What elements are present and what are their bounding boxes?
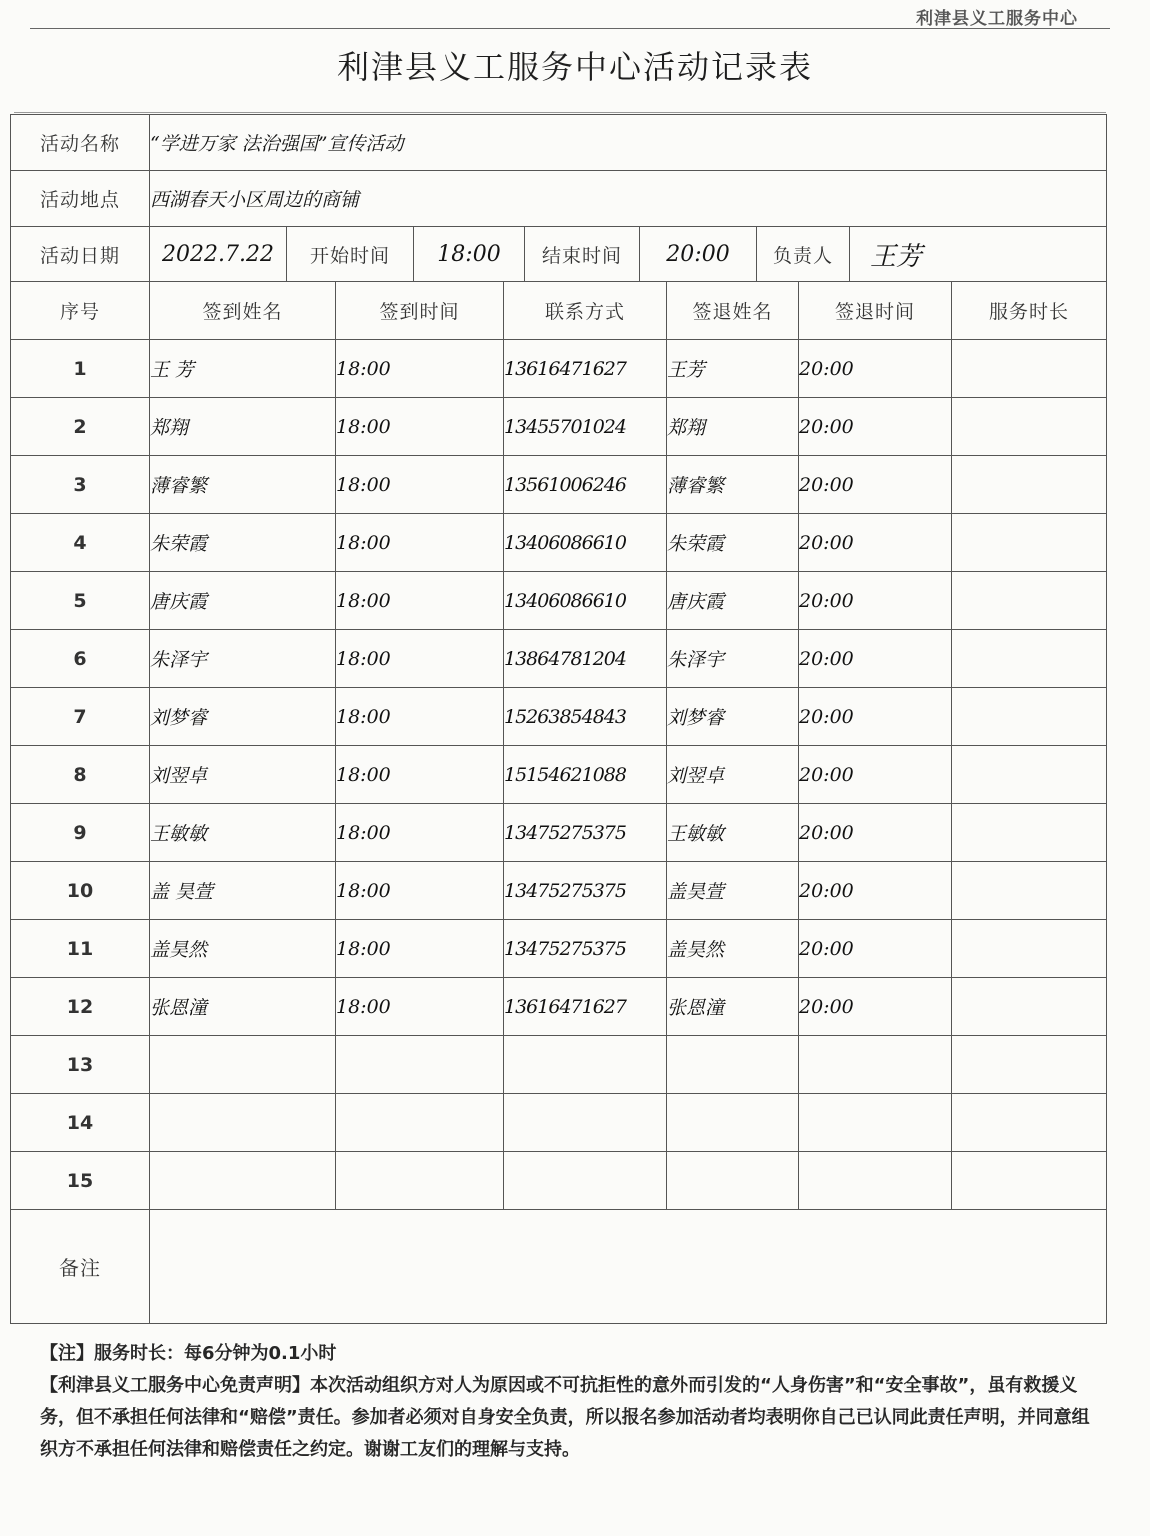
contact-phone: 13616471627	[504, 978, 667, 1036]
signin-time: 18:00	[336, 398, 504, 456]
signin-name: 薄睿繁	[150, 456, 336, 514]
activity-name-row	[11, 115, 1107, 171]
table-row	[11, 514, 1107, 572]
service-duration	[952, 630, 1107, 688]
activity-place-value: 西湖春天小区周边的商铺	[150, 171, 1107, 227]
signout-time	[799, 1036, 952, 1094]
contact-phone: 13406086610	[504, 514, 667, 572]
contact-phone: 13561006246	[504, 456, 667, 514]
signin-name	[150, 1036, 336, 1094]
signin-time	[336, 1036, 504, 1094]
table-row	[11, 804, 1107, 862]
signout-name: 朱泽宇	[667, 630, 799, 688]
table-row	[11, 920, 1107, 978]
signout-name: 张恩潼	[667, 978, 799, 1036]
signout-name	[667, 1036, 799, 1094]
signin-name: 盖昊然	[150, 920, 336, 978]
signin-time: 18:00	[336, 630, 504, 688]
start-time-label: 开始时间	[287, 227, 414, 281]
owner-label: 负责人	[757, 227, 850, 281]
row-number: 13	[11, 1036, 150, 1094]
signout-name: 郑翔	[667, 398, 799, 456]
signin-time: 18:00	[336, 920, 504, 978]
signout-time: 20:00	[799, 688, 952, 746]
row-number: 1	[11, 340, 150, 398]
signin-name: 郑翔	[150, 398, 336, 456]
volunteer-rows	[11, 340, 1107, 1210]
col-header-signout-name: 签退姓名	[667, 282, 799, 340]
contact-phone: 13475275375	[504, 920, 667, 978]
row-number: 4	[11, 514, 150, 572]
activity-name-value: “学进万家 法治强国”宣传活动	[150, 115, 1107, 171]
remarks-value	[150, 1210, 1107, 1324]
service-duration	[952, 1036, 1107, 1094]
signout-name	[667, 1152, 799, 1210]
signin-name: 盖 昊萱	[150, 862, 336, 920]
footnotes	[40, 1338, 1090, 1466]
signin-time: 18:00	[336, 688, 504, 746]
signout-name: 朱荣霞	[667, 514, 799, 572]
signout-time: 20:00	[799, 862, 952, 920]
column-header-row	[11, 282, 1107, 340]
title-divider	[14, 112, 1106, 113]
signin-name: 刘翌卓	[150, 746, 336, 804]
contact-phone: 13406086610	[504, 572, 667, 630]
signout-time: 20:00	[799, 514, 952, 572]
signout-time: 20:00	[799, 978, 952, 1036]
service-duration	[952, 862, 1107, 920]
signin-name: 朱泽宇	[150, 630, 336, 688]
signin-time	[336, 1152, 504, 1210]
signin-time: 18:00	[336, 804, 504, 862]
service-duration	[952, 456, 1107, 514]
table-row	[11, 978, 1107, 1036]
start-time-value: 18:00	[414, 227, 525, 281]
signin-name: 张恩潼	[150, 978, 336, 1036]
row-number: 8	[11, 746, 150, 804]
note-service-duration: 【注】服务时长：每6分钟为0.1小时	[40, 1343, 337, 1364]
signout-name: 盖昊然	[667, 920, 799, 978]
service-duration	[952, 514, 1107, 572]
table-row	[11, 630, 1107, 688]
signin-time: 18:00	[336, 340, 504, 398]
table-row	[11, 688, 1107, 746]
signout-time: 20:00	[799, 572, 952, 630]
remarks-row	[11, 1210, 1107, 1324]
col-header-signout-time: 签退时间	[799, 282, 952, 340]
signin-name: 唐庆霞	[150, 572, 336, 630]
signin-time: 18:00	[336, 514, 504, 572]
signout-time: 20:00	[799, 340, 952, 398]
service-duration	[952, 340, 1107, 398]
col-header-signin-time: 签到时间	[336, 282, 504, 340]
activity-date-row	[11, 227, 1107, 282]
signout-name: 刘梦睿	[667, 688, 799, 746]
signin-time: 18:00	[336, 746, 504, 804]
contact-phone: 15154621088	[504, 746, 667, 804]
table-row	[11, 398, 1107, 456]
signin-time: 18:00	[336, 456, 504, 514]
signout-time: 20:00	[799, 630, 952, 688]
signin-name: 王 芳	[150, 340, 336, 398]
activity-record-table	[10, 114, 1107, 1324]
top-divider	[30, 28, 1110, 29]
contact-phone: 13616471627	[504, 340, 667, 398]
signout-name: 王敏敏	[667, 804, 799, 862]
service-duration	[952, 978, 1107, 1036]
signin-time: 18:00	[336, 862, 504, 920]
signout-name: 刘翌卓	[667, 746, 799, 804]
contact-phone: 13864781204	[504, 630, 667, 688]
note-disclaimer: 【利津县义工服务中心免责声明】本次活动组织方对人为原因或不可抗拒性的意外而引发的“人身伤害”和“安全事故”，虽有救援义务，但不承担任何法律和“赔偿”责任。参加者必须对自身安全负责，所以报名参加活动者均表明你自己已认同此责任声明，并同意组织方不承担任何法律和赔偿责任之约定。谢谢工友们的理解与支持。	[40, 1375, 1090, 1460]
service-duration	[952, 572, 1107, 630]
row-number: 6	[11, 630, 150, 688]
signout-name	[667, 1094, 799, 1152]
activity-date-label: 活动日期	[11, 227, 150, 282]
signin-time: 18:00	[336, 978, 504, 1036]
contact-phone: 13475275375	[504, 804, 667, 862]
col-header-no: 序号	[11, 282, 150, 340]
col-header-duration: 服务时长	[952, 282, 1107, 340]
table-row	[11, 572, 1107, 630]
signout-time	[799, 1094, 952, 1152]
signin-name: 朱荣霞	[150, 514, 336, 572]
signin-name: 王敏敏	[150, 804, 336, 862]
signin-name	[150, 1152, 336, 1210]
signout-time: 20:00	[799, 804, 952, 862]
row-number: 12	[11, 978, 150, 1036]
row-number: 15	[11, 1152, 150, 1210]
row-number: 2	[11, 398, 150, 456]
col-header-signin-name: 签到姓名	[150, 282, 336, 340]
table-row	[11, 862, 1107, 920]
col-header-contact: 联系方式	[504, 282, 667, 340]
row-number: 9	[11, 804, 150, 862]
service-duration	[952, 1152, 1107, 1210]
signout-name: 唐庆霞	[667, 572, 799, 630]
service-duration	[952, 804, 1107, 862]
signout-time	[799, 1152, 952, 1210]
contact-phone	[504, 1036, 667, 1094]
signout-name: 薄睿繁	[667, 456, 799, 514]
table-row	[11, 1152, 1107, 1210]
owner-value: 王芳	[870, 241, 923, 272]
end-time-label: 结束时间	[525, 227, 640, 281]
signout-time: 20:00	[799, 746, 952, 804]
contact-phone: 13455701024	[504, 398, 667, 456]
row-number: 7	[11, 688, 150, 746]
service-duration	[952, 746, 1107, 804]
header-organization: 利津县义工服务中心	[916, 9, 1078, 29]
end-time-value: 20:00	[640, 227, 757, 281]
contact-phone: 15263854843	[504, 688, 667, 746]
row-number: 5	[11, 572, 150, 630]
signout-name: 盖昊萱	[667, 862, 799, 920]
service-duration	[952, 688, 1107, 746]
page-title: 利津县义工服务中心活动记录表	[336, 48, 813, 86]
activity-place-label: 活动地点	[11, 171, 150, 227]
signout-time: 20:00	[799, 456, 952, 514]
signout-time: 20:00	[799, 920, 952, 978]
contact-phone: 13475275375	[504, 862, 667, 920]
signin-name: 刘梦睿	[150, 688, 336, 746]
activity-date-value: 2022.7.22	[150, 227, 287, 281]
signin-time: 18:00	[336, 572, 504, 630]
signout-time: 20:00	[799, 398, 952, 456]
table-row	[11, 1094, 1107, 1152]
service-duration	[952, 1094, 1107, 1152]
table-row	[11, 340, 1107, 398]
table-row	[11, 1036, 1107, 1094]
row-number: 3	[11, 456, 150, 514]
contact-phone	[504, 1094, 667, 1152]
row-number: 14	[11, 1094, 150, 1152]
remarks-label: 备注	[11, 1210, 150, 1324]
signin-name	[150, 1094, 336, 1152]
table-row	[11, 456, 1107, 514]
table-row	[11, 746, 1107, 804]
service-duration	[952, 398, 1107, 456]
signout-name: 王芳	[667, 340, 799, 398]
activity-name-label: 活动名称	[11, 115, 150, 171]
row-number: 11	[11, 920, 150, 978]
signin-time	[336, 1094, 504, 1152]
service-duration	[952, 920, 1107, 978]
activity-place-row	[11, 171, 1107, 227]
contact-phone	[504, 1152, 667, 1210]
row-number: 10	[11, 862, 150, 920]
